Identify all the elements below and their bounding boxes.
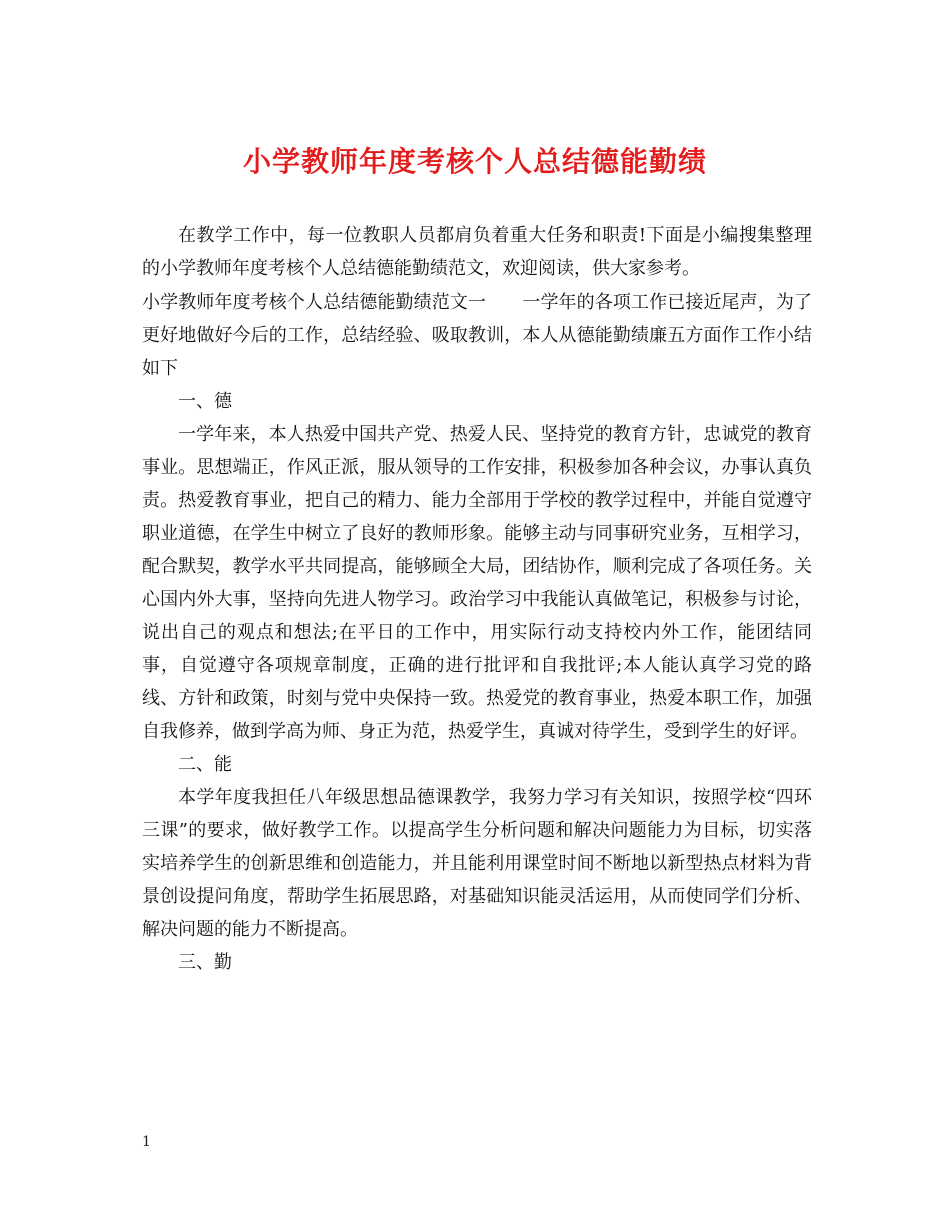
document-title: 小学教师年度考核个人总结德能勤绩 [242,145,707,178]
main-body [142,286,812,979]
section-text-neng: 本学年度我担任八年级思想品德课教学，我努力学习有关知识，按照学校“四环三课”的要求，做好教学工作。以提高学生分析问题和解决问题能力为目标，切实落实培养学生的创新思维和创造能力，并且能利用课堂时间不断地以新型热点材料为背景创设提问角度，帮助学生拓展思路，对基础知识能灵活运用，从而使同学们分析、解决问题的能力不断提高。 [142,787,812,940]
section-heading-neng: 二、能 [178,754,232,775]
page-number: 1 [142,1134,151,1150]
section-heading-de: 一、德 [178,391,232,412]
section-heading-qin: 三、勤 [178,952,232,973]
intro-block [142,219,812,285]
sample-heading-paragraph: 小学教师年度考核个人总结德能勤绩范文一 一学年的各项工作已接近尾声，为了更好地做好今后的工作，总结经验、吸取教训，本人从德能勤绩廉五方面作工作小结如下 [142,292,812,379]
section-text-de: 一学年来，本人热爱中国共产党、热爱人民、坚持党的教育方针，忠诚党的教育事业。思想端正，作风正派，服从领导的工作安排，积极参加各种会议，办事认真负责。热爱教育事业，把自己的精力、能力全部用于学校的教学过程中，并能自觉遵守职业道德，在学生中树立了良好的教师形象。能够主动与同事研究业务，互相学习，配合默契，教学水平共同提高，能够顾全大局，团结协作，顺利完成了各项任务。关心国内外大事，坚持向先进人物学习。政治学习中我能认真做笔记，积极参与讨论，说出自己的观点和想法;在平日的工作中，用实际行动支持校内外工作，能团结同事，自觉遵守各项规章制度，正确的进行批评和自我批评;本人能认真学习党的路线、方针和政策，时刻与党中央保持一致。热爱党的教育事业，热爱本职工作，加强自我修养，做到学高为师、身正为范，热爱学生，真诚对待学生，受到学生的好评。 [142,424,812,742]
intro-paragraph: 在教学工作中，每一位教职人员都肩负着重大任务和职责!下面是小编搜集整理的小学教师年度考核个人总结德能勤绩范文，欢迎阅读，供大家参考。 [142,225,812,279]
